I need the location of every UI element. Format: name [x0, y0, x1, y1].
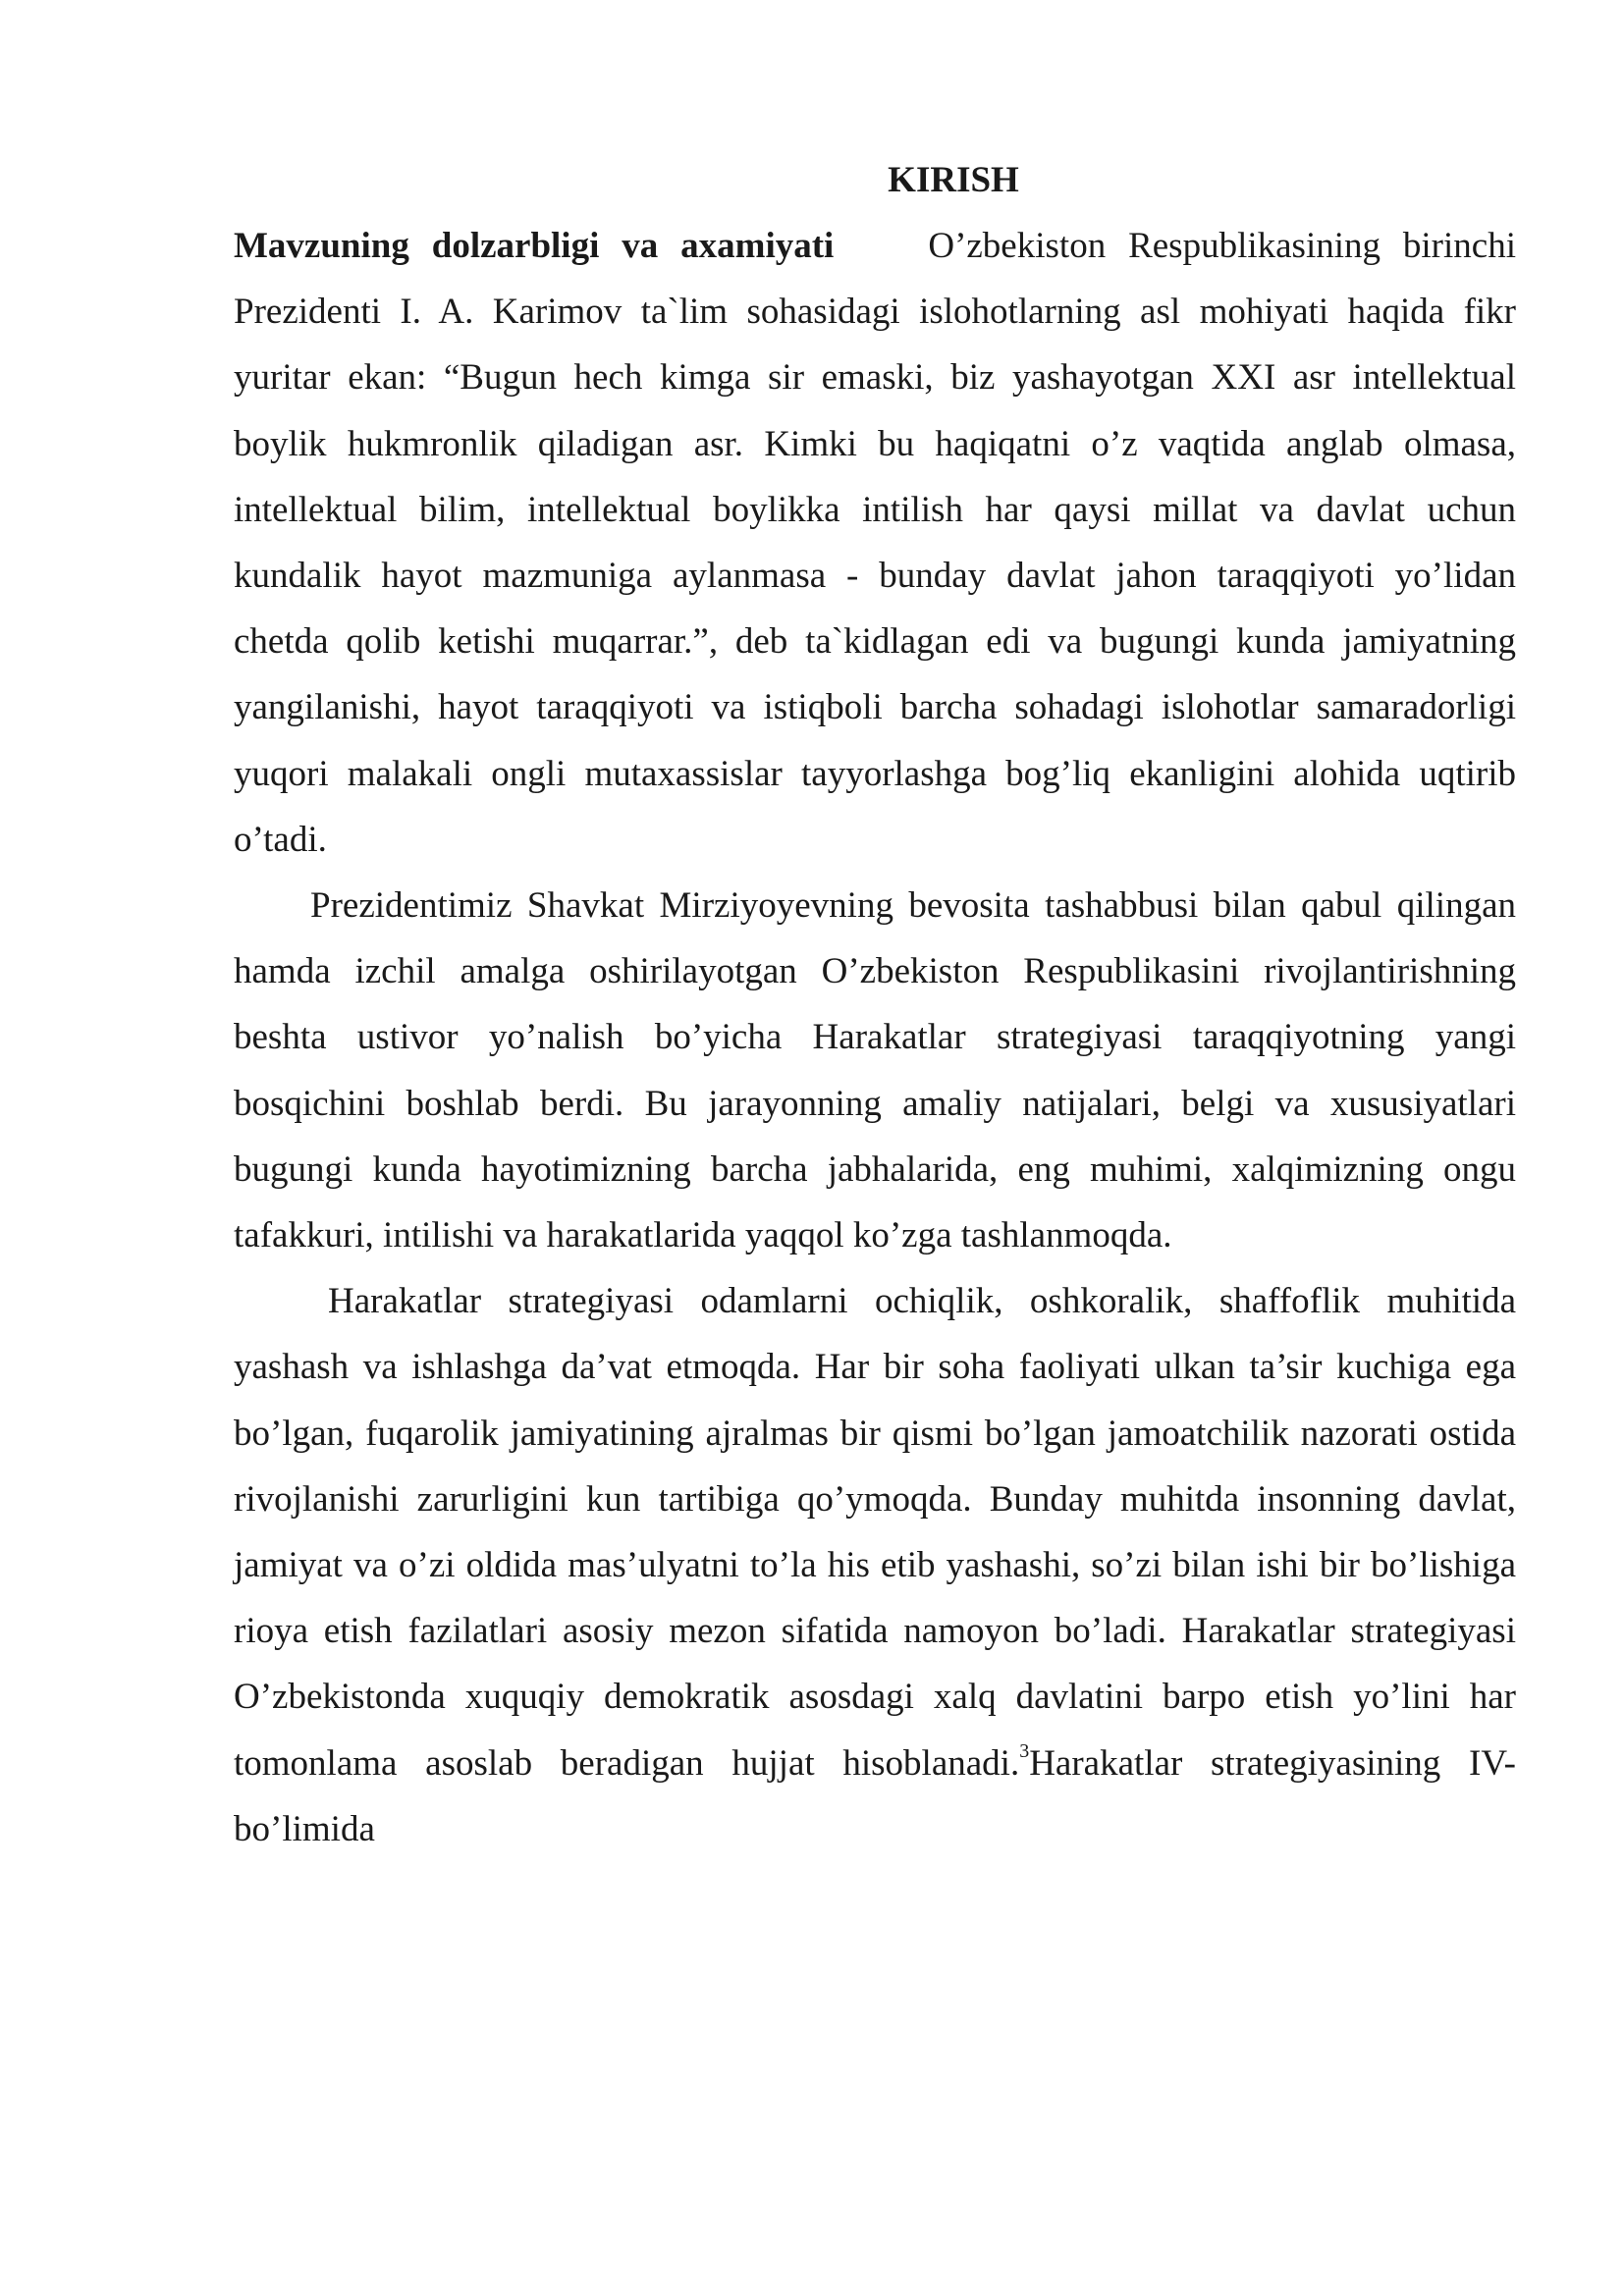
document-page	[234, 147, 1516, 1862]
footnote-marker[interactable]: 3	[1019, 1739, 1030, 1762]
paragraph-intro	[234, 213, 1516, 873]
paragraph-3-continued: Harakatlar strategiyasining IV- bo’limida	[234, 1742, 1516, 1849]
paragraph-1-text: O’zbekiston Respublikasining birinchi Prezidenti I. A. Karimov ta`lim sohasidagi islohotlarning asl mohiyati haqida fikr yuritar ekan: “Bugun hech kimga sir emaski, biz yashayotgan XXI asr intellektual boylik hukmronlik qiladigan asr. Kimki bu haqiqatni o’z vaqtida anglab olmasa, intellektual bilim, intellektual boylikka intilish har qaysi millat va davlat uchun kundalik hayot mazmuniga aylanmasa - bunday davlat jahon taraqqiyoti yo’lidan chetda qolib ketishi muqarrar.”, deb ta`kidlagan edi va bugungi kunda jamiyatning yangilanishi, hayot taraqqiyoti va istiqboli barcha sohadagi islohotlar samaradorligi yuqori malakali ongli mutaxassislar tayyorlashga bog’liq ekanligini alohida uqtirib o’tadi.	[234, 226, 1516, 860]
paragraph-3-text: Harakatlar strategiyasi odamlarni ochiqlik, oshkoralik, shaffoflik muhitida yashash va ishlashga da’vat etmoqda. Har bir soha faoliyati ulkan ta’sir kuchiga ega bo’lgan, fuqarolik jamiyatining ajralmas bir qismi bo’lgan jamoatchilik nazorati ostida rivojlanishi zarurligini kun tartibiga qo’ymoqda. Bunday muhitda insonning davlat, jamiyat va o’zi oldida mas’ulyatni to’la his etib yashashi, so’zi bilan ishi bir bo’lishiga rioya etish fazilatlari asosiy mezon sifatida namoyon bo’ladi. Harakatlar strategiyasi O’zbekistonda xuquqiy demokratik asosdagi xalq davlatini barpo etish yo’lini har tomonlama asoslab beradigan hujjat hisoblanadi.	[234, 1281, 1516, 1784]
page-heading: KIRISH	[888, 160, 1019, 200]
section-title: Mavzuning dolzarbligi va axamiyati	[234, 226, 835, 266]
paragraph-2: Prezidentimiz Shavkat Mirziyoyevning bevosita tashabbusi bilan qabul qilingan hamda izchil amalga oshirilayotgan O’zbekiston Respublikasini rivojlantirishning beshta ustivor yo’nalish bo’yicha Harakatlar strategiyasi taraqqiyotning yangi bosqichini boshlab berdi. Bu jarayonning amaliy natijalari, belgi va xususiyatlari bugungi kunda hayotimizning barcha jabhalarida, eng muhimi, xalqimizning ongu tafakkuri, intilishi va harakatlarida yaqqol ko’zga tashlanmoqda.	[234, 885, 1516, 1256]
paragraph-3	[234, 1268, 1516, 1862]
